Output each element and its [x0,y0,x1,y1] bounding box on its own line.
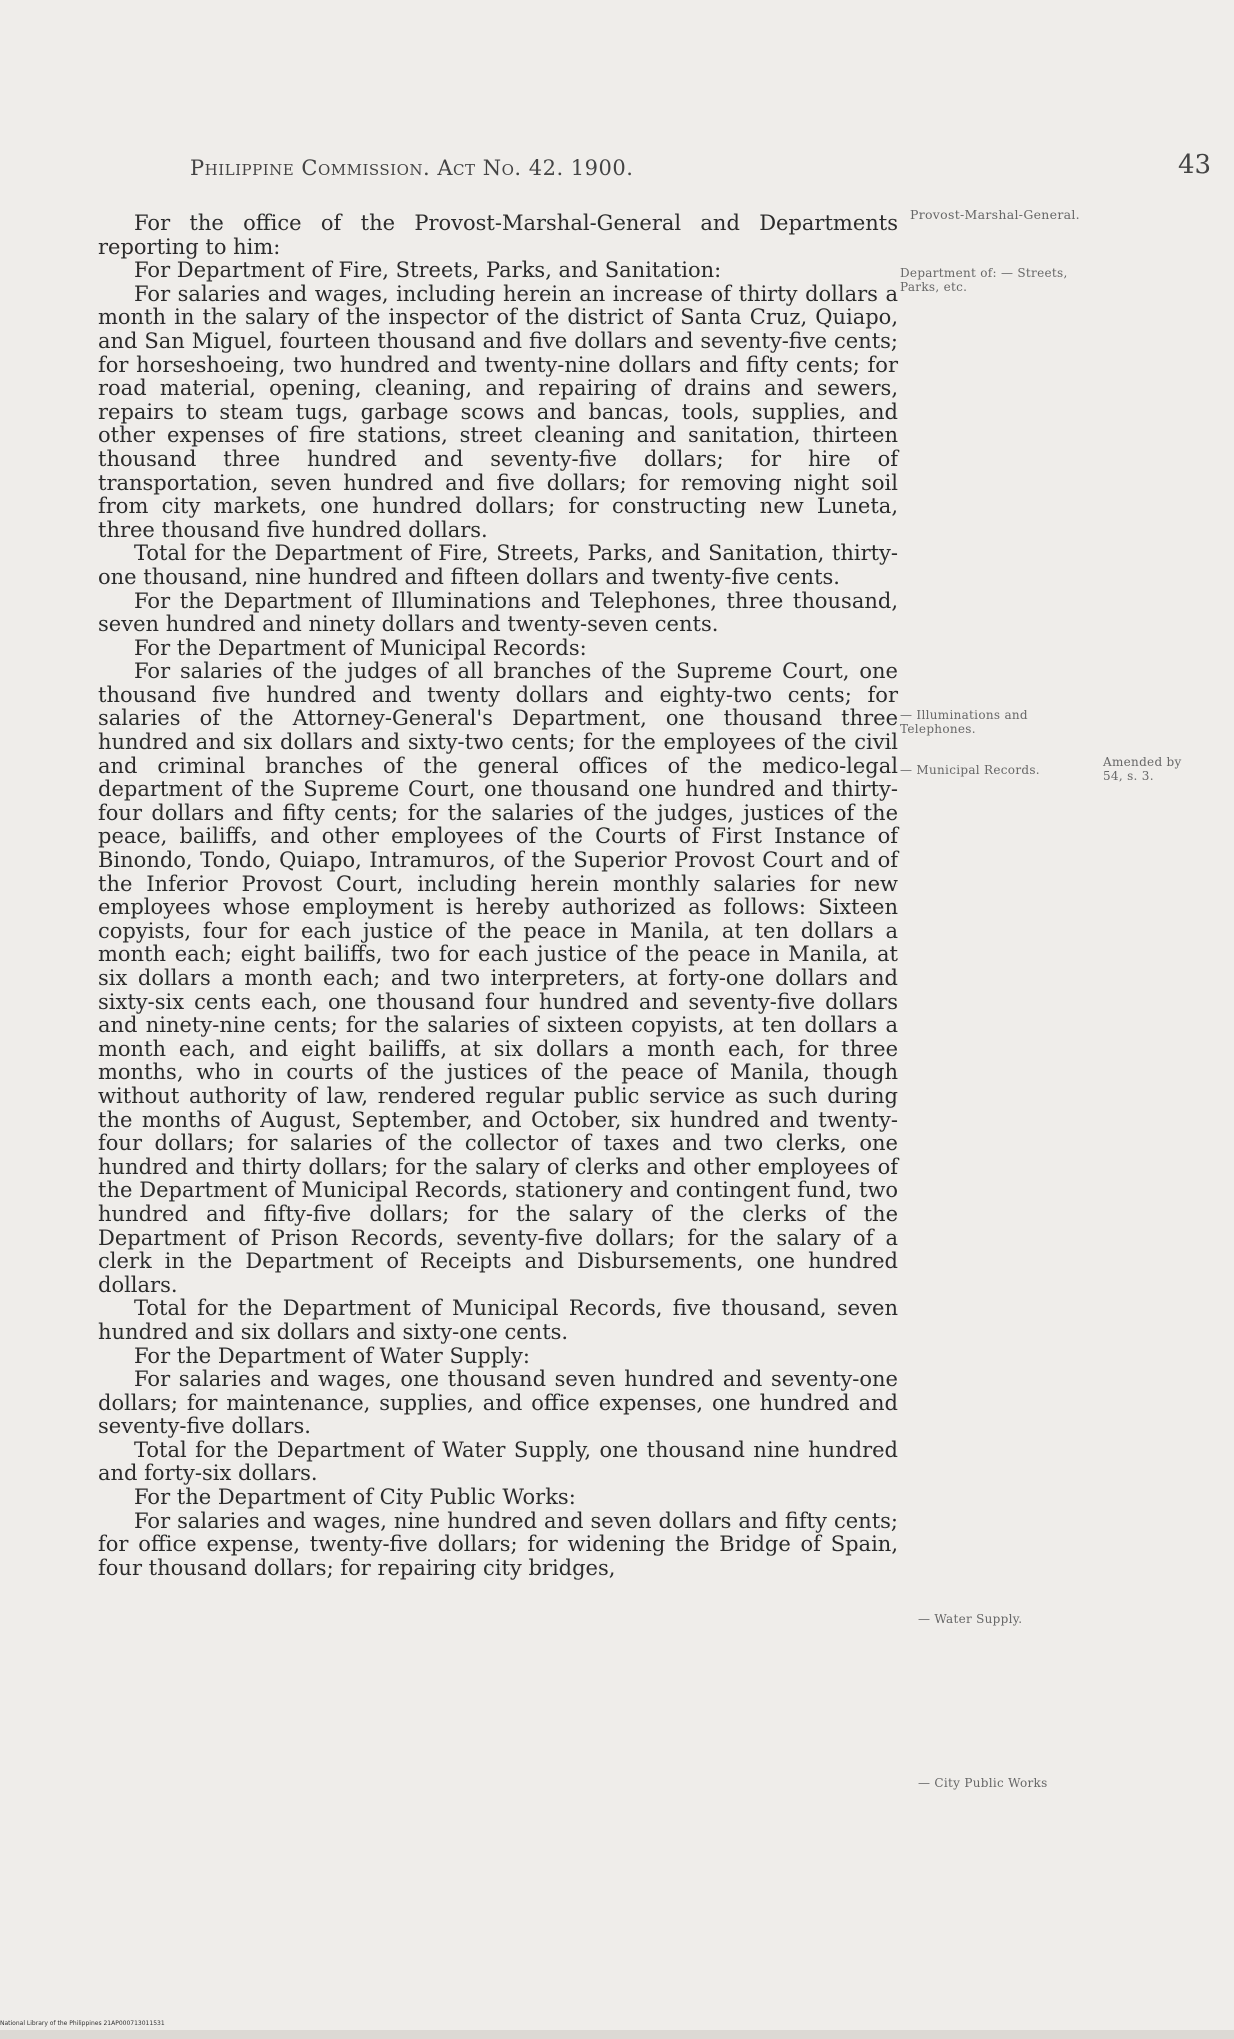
paragraph-water-total: Total for the Department of Water Supply, one thousand nine hundred and forty-six dollars. [98,1437,898,1486]
paragraph-fire-heading: For Department of Fire, Streets, Parks, and Sanitation: [134,258,722,283]
paragraph-records-items: For salaries of the judges of all branches of the Supreme Court, one thousand five hundred and twenty dollars and eighty-two cents; for salaries of the Attorney-General's Department, one thousand three hundred and six dollars and sixty-two cents; for the employees of the civil and criminal branches of the general offices of the medico-legal department of the Supreme Court, one thousand one hundred and thirty-four dollars and fifty cents; for the salaries of the judges, justices of the peace, bailiffs, and other employees of the Courts of First Instance of Binondo, Tondo, Quiapo, Intramuros, of the Superior Provost Court and of the Inferior Provost Court, including herein monthly salaries for new employees whose employment is hereby authorized as follows: Sixteen copyists, four for each justice of the peace in Manila, at ten dollars a month each; eight bailiffs, two for each justice of the peace in Manila, at six dollars a month each; and two interpreters, at forty-one dollars and sixty-six cents each, one thousand four hundred and seventy-five dollars and ninety-nine cents; for the salaries of sixteen copyists, at ten dollars a month each, and eight bailiffs, at six dollars a month each, for three months, who in courts of the justices of the peace of Manila, though without authority of law, rendered regular public service as such during the months of August, September, and October, six hundred and twenty-four dollars; for salaries of the collector of taxes and two clerks, one hundred and thirty dollars; for the salary of clerks and other employees of the Department of Municipal Records, stationery and contingent fund, two hundred and fifty-five dollars; for the salary of the clerks of the Department of Prison Records, seventy-five dollars; for the salary of a clerk in the Department of Receipts and Disbursements, one hundred dollars. [98,659,898,1297]
paragraph-public-works-items: For salaries and wages, nine hundred and seven dollars and fifty cents; for office expense, twenty-five dollars; for widening the Bridge of Spain, four thousand dollars; for repairing city bridges, [98,1508,898,1580]
scan-credit: National Library of the Philippines 21AP000713011531 [0,2020,165,2027]
margin-note-illuminations: — Illuminations and Telephones. [900,708,1028,736]
margin-note-amended: Amended by 54, s. 3. [1103,755,1182,783]
body-text [98,212,898,1580]
paragraph-provost-intro: For the office of the Provost-Marshal-General and Departments reporting to him: [98,211,898,259]
running-head: Philippine Commission. Act No. 42. 1900. [190,156,634,180]
paragraph-water-items: For salaries and wages, one thousand seven hundred and seventy-one dollars; for maintenance, supplies, and office expenses, one hundred and seventy-five dollars. [98,1367,898,1439]
paragraph-fire-items: For salaries and wages, including herein an increase of thirty dollars a month in the salary of the inspector of the district of Santa Cruz, Quiapo, and San Miguel, fourteen thousand and five dollars and seventy-five cents; for horseshoeing, two hundred and twenty-nine dollars and fifty cents; for road material, opening, cleaning, and repairing of drains and sewers, repairs to steam tugs, garbage scows and bancas, tools, supplies, and other expenses of fire stations, street cleaning and sanitation, thirteen thousand three hundred and seventy-five dollars; for hire of transportation, seven hundred and five dollars; for removing night soil from city markets, one hundred dollars; for constructing new Luneta, three thousand five hundred dollars. [98,281,898,542]
paragraph-records-total: Total for the Department of Municipal Records, five thousand, seven hundred and six dollars and sixty-one cents. [98,1296,898,1344]
paragraph-fire-total: Total for the Department of Fire, Streets, Parks, and Sanitation, thirty-one thousand, nine hundred and fifteen dollars and twenty-five cents. [98,541,898,589]
margin-note-streets: Department of: — Streets, Parks, etc. [900,266,1068,294]
paragraph-water-heading: For the Department of Water Supply: [134,1343,530,1368]
paragraph-public-works-heading: For the Department of City Public Works: [134,1485,576,1510]
paragraph-records-heading: For the Department of Municipal Records: [134,635,587,660]
margin-note-city-public-works: — City Public Works [918,1776,1048,1790]
bottom-band [0,2030,1234,2039]
paragraph-illuminations: For the Department of Illuminations and Telephones, three thousand, seven hundred and ninety dollars and twenty-seven cents. [98,588,898,637]
page-number: 43 [1178,150,1212,180]
margin-note-municipal-records: — Municipal Records. [900,763,1040,777]
margin-note-provost: Provost-Marshal-General. [910,207,1080,222]
margin-note-water-supply: — Water Supply. [918,1612,1023,1626]
